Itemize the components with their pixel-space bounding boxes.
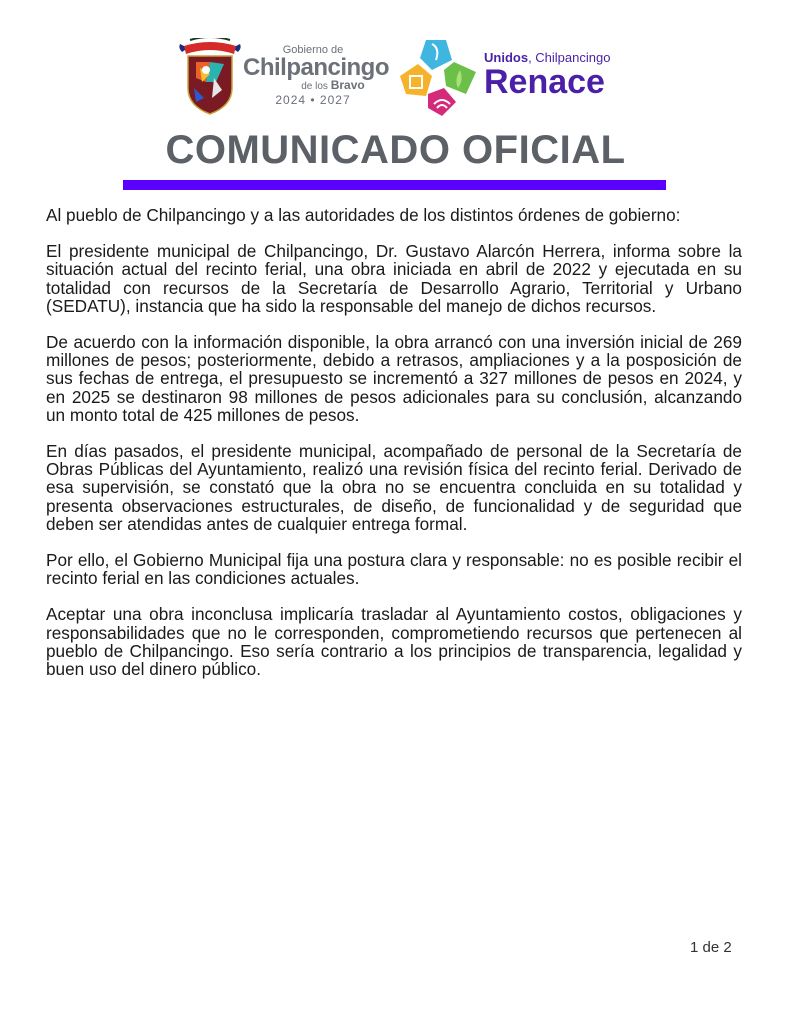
municipal-shield-icon [178,38,242,116]
gov-line3-bold: Bravo [330,78,365,92]
salutation-paragraph: Al pueblo de Chilpancingo y a las autoridades de los distintos órdenes de gobierno: [46,205,681,225]
renace-logo-icon [396,36,484,116]
body-paragraph: Aceptar una obra inconclusa implicaría trasladar al Ayuntamiento costos, obligaciones y responsabilidades que no le corresponden, comprometiendo recursos que pertenecen al pueblo de Chilpancingo. Eso sería contrario a los principios de transparencia, legalidad y buen uso del dinero público. [46,604,742,680]
gov-term-years: 2024 • 2027 [275,93,351,107]
body-paragraph: Por ello, el Gobierno Municipal fija una postura clara y responsable: no es posible recibir el recinto ferial en las condiciones actuales. [46,550,742,589]
document-title: COMUNICADO OFICIAL [165,128,626,172]
gov-city-name: Chilpancingo [243,54,389,81]
government-logo-text [243,44,389,108]
renace-tagline-bold: Unidos [484,50,529,65]
gov-line3-prefix: de los [301,81,328,92]
body-paragraph: El presidente municipal de Chilpancingo, Dr. Gustavo Alarcón Herrera, informa sobre la situación actual del recinto ferial, una obra iniciada en abril de 2022 y ejecutada en su totalidad con recursos de la Secretaría de Desarrollo Agrario, Territorial y Urbano (SEDATU), instancia que ha sido la responsable del manejo de dichos recursos. [46,241,742,316]
renace-tagline-rest: , Chilpancingo [528,50,611,65]
body-paragraph: En días pasados, el presidente municipal, acompañado de personal de la Secretaría de Obras Públicas del Ayuntamiento, realizó una revisión física del recinto ferial. Derivado de esa supervisión, se constató que la obra no se encuentra concluida en su totalidad y presenta observaciones estructurales, de diseño, de funcionalidad y de seguridad que deben ser atendidas antes de cualquier entrega formal. [46,441,742,534]
title-underline-divider [123,180,666,190]
letterhead [0,30,791,120]
renace-wordmark: Renace [484,63,605,101]
page-indicator: 1 de 2 [690,939,732,956]
document-body [46,206,742,696]
gov-line1: Gobierno de [282,44,344,56]
gov-line3 [243,80,383,92]
renace-logo-text [484,50,611,101]
body-paragraph: De acuerdo con la información disponible, la obra arrancó con una inversión inicial de 269 millones de pesos; posteriormente, debido a retrasos, ampliaciones y a la posposición de sus fechas de entrega, el presupuesto se incrementó a 327 millones de pesos en 2024, y en 2025 se destinaron 98 millones de pesos adicionales para su conclusión, alcanzando un monto total de 425 millones de pesos. [46,332,742,425]
